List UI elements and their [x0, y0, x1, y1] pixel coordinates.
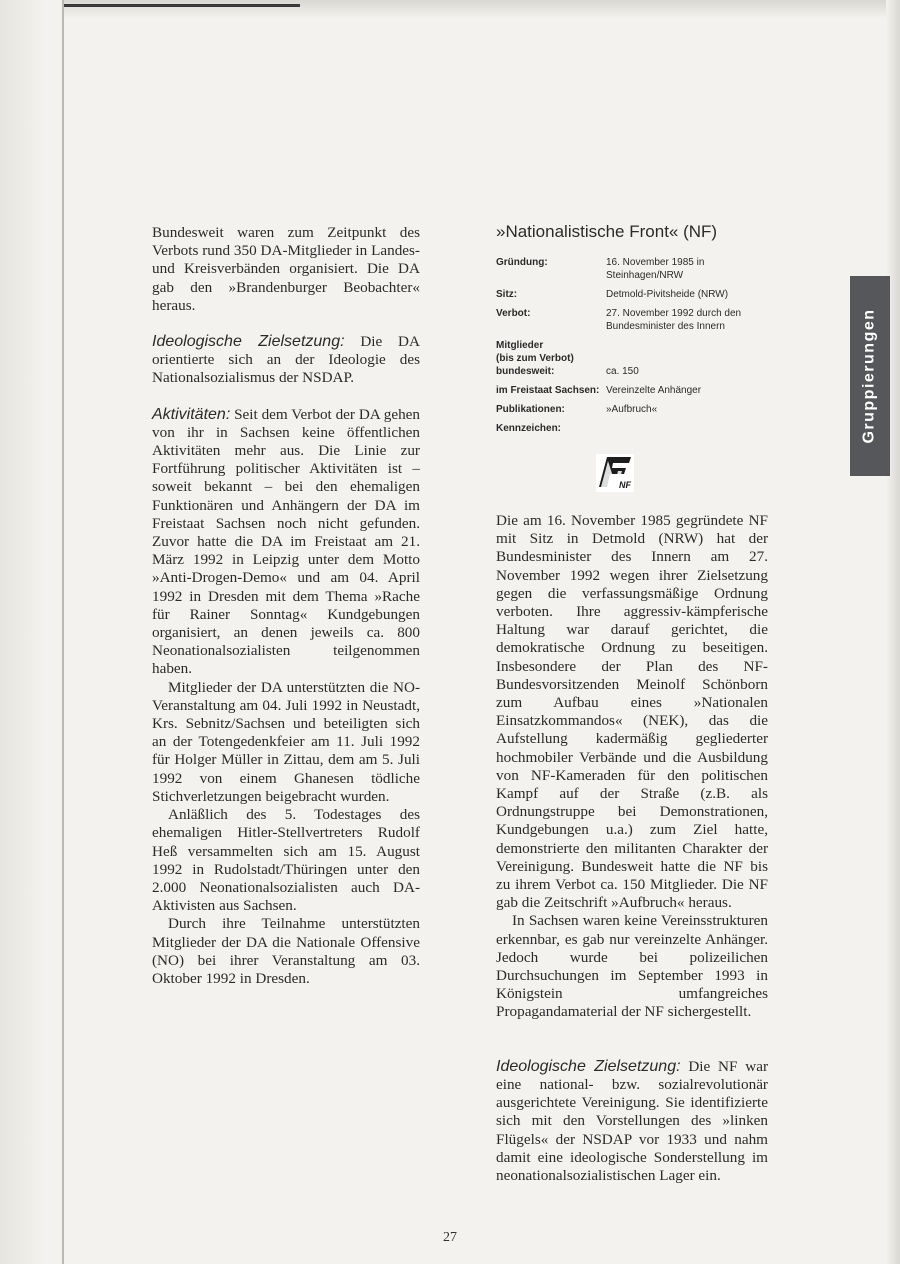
fact-label: Publikationen:	[496, 404, 565, 415]
fact-label: im Freistaat Sachsen:	[496, 385, 600, 396]
right-column	[496, 512, 768, 1185]
fact-row-seat	[496, 288, 768, 301]
page-binding-edge	[0, 0, 64, 1264]
nf-heading: »Nationalistische Front« (NF)	[496, 222, 718, 241]
page-top-edge	[0, 0, 900, 18]
fact-value: 27. November 1992 durch den Bundesminister des Innern	[606, 308, 742, 332]
nf-ideology-label: Ideologische Zielsetzung:	[496, 1057, 681, 1075]
da-paragraph-3: Anläßlich des 5. Todestages des ehemaligen Hitler-Stellvertreters Rudolf Heß versammelten sich am 15. August 1992 in Rudolstadt/Thüringen unter den 2.000 Neonationalsozialisten auch DA-Aktivisten aus Sachsen.	[152, 806, 420, 915]
fact-label: bundesweit:	[496, 366, 555, 377]
intro-paragraph: Bundesweit waren zum Zeitpunkt des Verbots rund 350 DA-Mitglieder in Landes- und Kreisverbänden organisiert. Die DA gab den »Brandenburger Beobachter« heraus.	[152, 224, 420, 314]
fact-label: Sitz:	[496, 289, 518, 300]
fact-row-saxony	[496, 384, 768, 397]
fact-row-members-2	[496, 352, 768, 365]
da-paragraph-4: Durch ihre Teilnahme unterstützten Mitglieder der DA die Nationale Offensive (NO) bei ihrer Veranstaltung am 03. Oktober 1992 in Dresden.	[152, 915, 420, 987]
da-activities-paragraph	[152, 406, 420, 679]
da-ideology-paragraph	[152, 333, 420, 388]
page-right-edge	[886, 0, 900, 1264]
nf-ideology-text: Die NF war eine national- bzw. sozialrevolutionär ausgerichtete Vereinigung. Sie identifizierte sich mit den Vorstellungen des »linken Flügels« der NSDAP vor 1933 und nahm damit eine ideologische Sonderstellung im neonationalsozialistischen Lager ein.	[496, 1057, 768, 1184]
fact-label: Mitglieder	[496, 340, 544, 351]
fact-row-emblem	[496, 422, 768, 435]
nf-paragraph-2: In Sachsen waren keine Vereinsstrukturen erkennbar, es gab nur vereinzelte Anhänger. Jedoch wurde bei polizeilichen Durchsuchungen im September 1993 in Königstein umfangreiches Propagandamaterial der NF sichergestellt.	[496, 912, 768, 1021]
fact-row-members-3	[496, 365, 768, 378]
page-number: 27	[443, 1230, 457, 1245]
fact-row-publications	[496, 403, 768, 416]
nf-paragraph-1: Die am 16. November 1985 gegründete NF mit Sitz in Detmold (NRW) hat der Bundesminister des Innern am 27. November 1992 wegen ihrer Zielsetzung gegen die verfassungsmäßige Ordnung verboten. Ihre aggressiv-kämpferische Haltung war darauf gerichtet, die demokratische Ordnung zu beseitigen. Insbesondere der Plan des NF-Bundesvorsitzenden Meinolf Schönborn zum Aufbau eines »Nationalen Einsatzkommandos« (NEK), das die Aufstellung kadermäßig gegliederter hochmobiler Verbände und die Ausbildung von NF-Kameraden für den politischen Kampf auf der Straße (z.B. als Ordnungstruppe bei Demonstrationen, Kundgebungen u.a.) zum Ziel hatte, demonstrierte den militanten Charakter der Vereinigung. Bundesweit hatte die NF bis zu ihrem Verbot ca. 150 Mitglieder. Die NF gab die Zeitschrift »Aufbruch« heraus.	[496, 512, 768, 912]
binding-line	[62, 0, 64, 1264]
da-ideology-label: Ideologische Zielsetzung:	[152, 333, 345, 351]
da-activities-label: Aktivitäten:	[152, 405, 231, 423]
fact-label: Kennzeichen:	[496, 423, 562, 434]
fact-label: Verbot:	[496, 308, 531, 319]
left-column	[152, 224, 420, 988]
da-activities-text: Seit dem Verbot der DA gehen von ihr in Sachsen keine öffentlichen Aktivitäten mehr aus. Die Linie zur Fortführung politischer Aktivitäten ist – soweit bekannt – bei den ehemaligen Funktionären und Anhängern der DA im Freistaat Sachsen noch nicht gefunden. Zuvor hatte die DA im Freistaat am 21. März 1992 in Leipzig unter dem Motto »Anti-Drogen-Demo« und am 04. April 1992 in Dresden mit dem Thema »Rache für Rainer Sonntag« Kundgebungen organisiert, an denen jeweils ca. 800 Neonationalsozialisten teilgenommen haben.	[152, 405, 421, 678]
da-paragraph-2: Mitglieder der DA unterstützten die NO-Veranstaltung am 04. Juli 1992 in Neustadt, Krs. Sebnitz/Sachsen und beteiligten sich an der Totengedenkfeier am 11. Juli 1992 für Holger Müller in Zittau, dem am 5. Juli 1992 von einem Ghanesen tödliche Stichverletzungen beigebracht wurden.	[152, 678, 420, 805]
emblem-text: NF	[619, 480, 631, 490]
fact-row-members-1	[496, 339, 768, 352]
fact-value: »Aufbruch«	[606, 404, 658, 415]
fact-row-ban	[496, 307, 768, 333]
fact-value: ca. 150	[606, 366, 639, 377]
fact-value: Vereinzelte Anhänger	[606, 385, 702, 396]
fact-label: Gründung:	[496, 257, 548, 268]
fact-label: (bis zum Verbot)	[496, 353, 574, 364]
da-ideology-text: Die DA orientierte sich an der Ideologie des Nationalsozialismus der NSDAP.	[152, 333, 420, 387]
nf-ideology-paragraph	[496, 1058, 768, 1185]
nf-emblem-icon	[595, 453, 635, 493]
fact-row-founding	[496, 256, 768, 282]
section-tab	[850, 276, 890, 476]
fact-value: 16. November 1985 in Steinhagen/NRW	[606, 257, 705, 281]
fact-value: Detmold-Pivitsheide (NRW)	[606, 289, 729, 300]
section-tab-label: Gruppierungen	[861, 308, 878, 444]
nf-fact-table	[496, 256, 768, 441]
